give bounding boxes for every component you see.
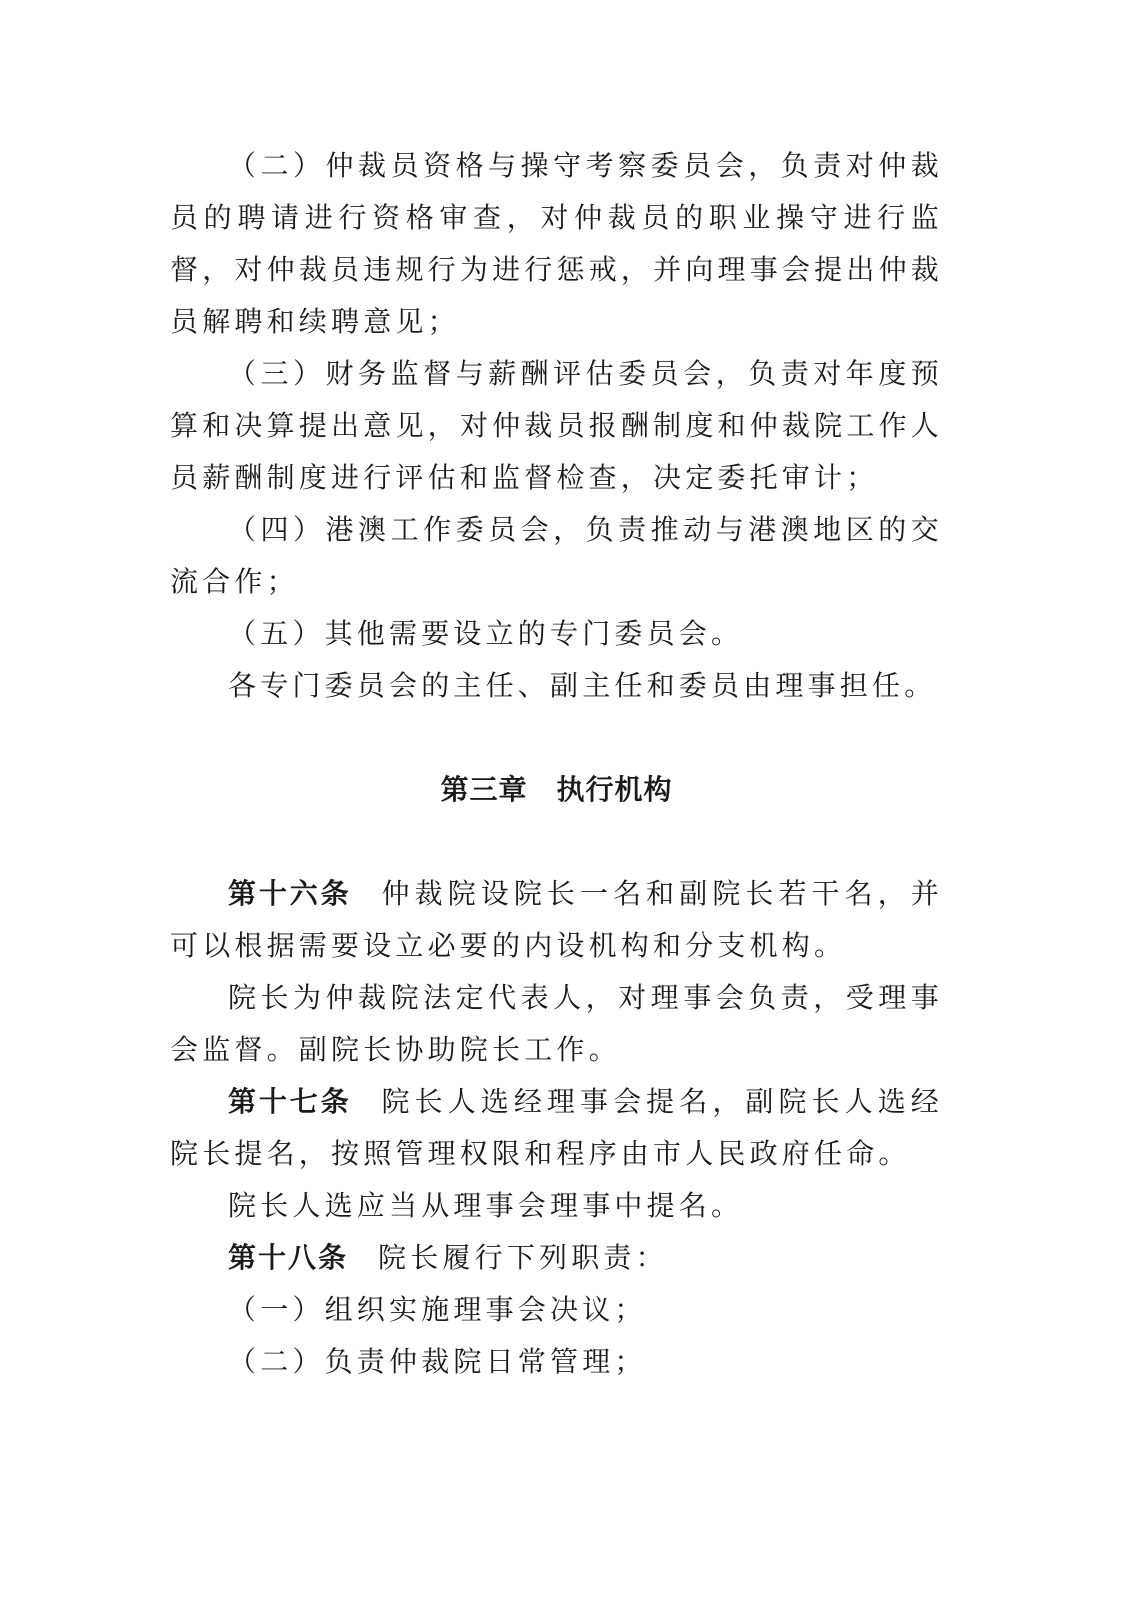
article-18-text: 院长履行下列职责：: [378, 1241, 668, 1274]
spacer: [170, 712, 943, 764]
article-17: [170, 1076, 943, 1180]
article-18-item-2: （二）负责仲裁院日常管理；: [228, 1345, 647, 1378]
document-page: [170, 140, 943, 1388]
paragraph-committee-4: （四）港澳工作委员会，负责推动与港澳地区的交流合作；: [170, 513, 943, 598]
paragraph-committee-5: （五）其他需要设立的专门委员会。: [228, 617, 744, 650]
article-17-text: 院长人选经理事会提名，副院长人选经院长提名，按照管理权限和程序由市人民政府任命。: [170, 1085, 943, 1170]
article-16-label: 第十六条: [228, 877, 352, 910]
article-17-label: 第十七条: [228, 1085, 352, 1118]
article-16-text: 仲裁院设院长一名和副院长若干名，并可以根据需要设立必要的内设机构和分支机构。: [170, 877, 943, 962]
paragraph-committee-3: （三）财务监督与薪酬评估委员会，负责对年度预算和决算提出意见，对仲裁员报酬制度和仲裁院工作人员薪酬制度进行评估和监督检查，决定委托审计；: [170, 357, 943, 494]
article-18: [170, 1232, 943, 1284]
article-18-label: 第十八条: [228, 1241, 349, 1274]
article-16-paragraph-2: 院长为仲裁院法定代表人，对理事会负责，受理事会监督。副院长协助院长工作。: [170, 981, 943, 1066]
paragraph-committee-2: （二）仲裁员资格与操守考察委员会，负责对仲裁员的聘请进行资格审查，对仲裁员的职业操守进行监督，对仲裁员违规行为进行惩戒，并向理事会提出仲裁员解聘和续聘意见；: [170, 149, 943, 338]
paragraph-committee-members: 各专门委员会的主任、副主任和委员由理事担任。: [228, 669, 937, 702]
spacer: [170, 816, 943, 868]
article-17-paragraph-2: 院长人选应当从理事会理事中提名。: [228, 1189, 744, 1222]
chapter-title: 第三章 执行机构: [440, 773, 673, 806]
article-16: [170, 868, 943, 972]
article-18-item-1: （一）组织实施理事会决议；: [228, 1293, 647, 1326]
